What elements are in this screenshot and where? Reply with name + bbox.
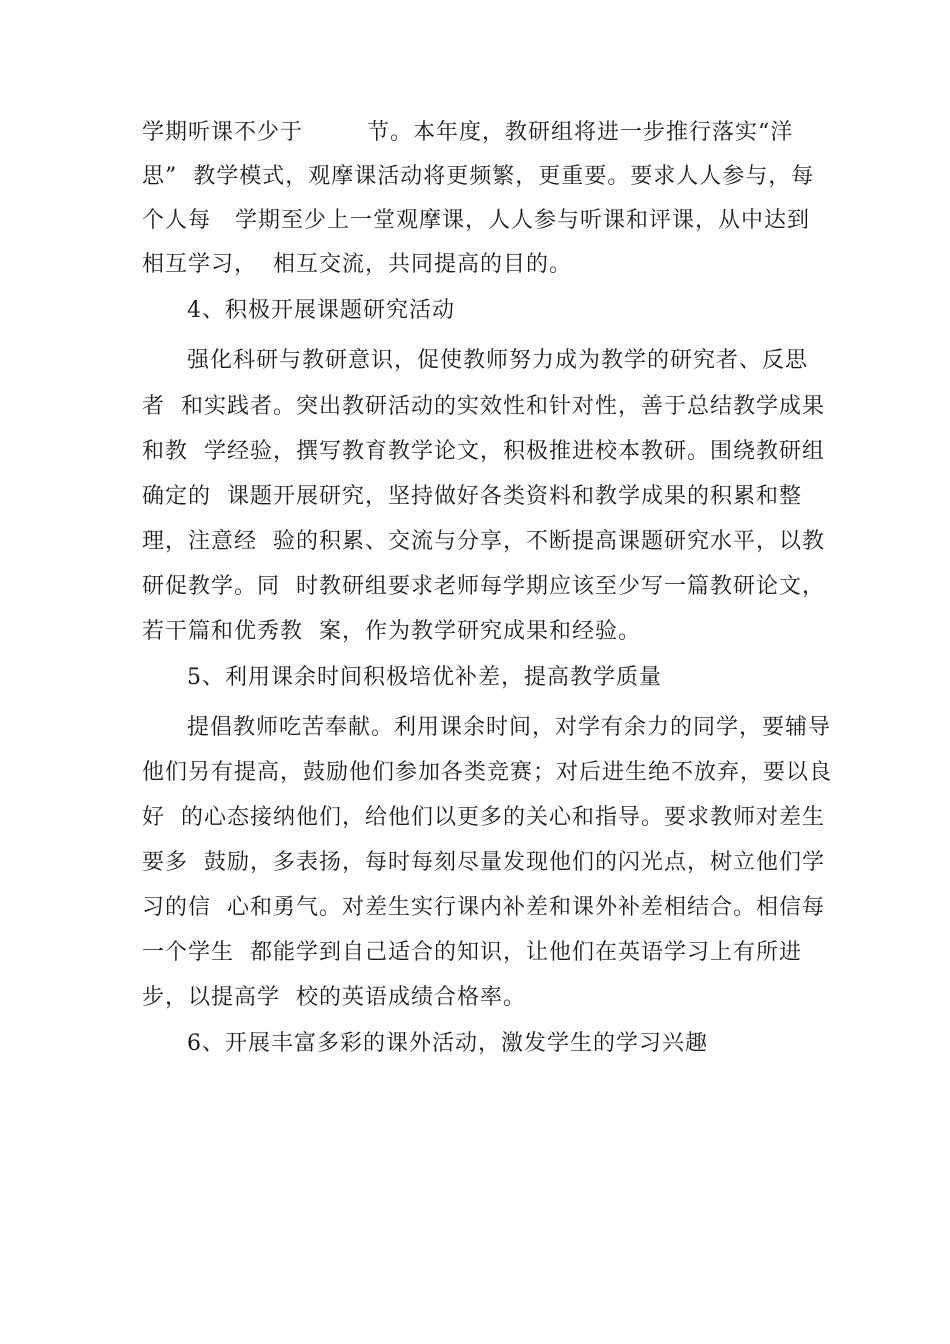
text-line: 要多 鼓励，多表扬，每时每刻尽量发现他们的闪光点，树立他们学 (142, 850, 825, 875)
text-line: 一个学生 都能学到自己适合的知识，让他们在英语学习上有所进 (142, 940, 802, 965)
section-heading: 4、积极开展课题研究活动 (187, 298, 455, 323)
text-line: 者 和实践者。突出教研活动的实效性和针对性，善于总结教学成果 (142, 394, 825, 419)
text-line: 确定的 课题开展研究，坚持做好各类资料和教学成果的积累和整 (142, 484, 802, 509)
text-line: 他们另有提高，鼓励他们参加各类竞赛；对后进生绝不放弃，要以良 (142, 760, 833, 785)
text-line: 和教 学经验，撰写教育教学论文，积极推进校本教研。围绕教研组 (142, 439, 825, 464)
text-line: 强化科研与教研意识，促使教师努力成为教学的研究者、反思 (187, 348, 809, 373)
section-heading: 6、开展丰富多彩的课外活动，激发学生的学习兴趣 (187, 1031, 708, 1056)
text-line: 提倡教师吃苦奉献。利用课余时间，对学有余力的同学，要辅导 (187, 715, 832, 740)
text-line: 步，以提高学 校的英语成绩合格率。 (142, 985, 526, 1010)
text-line: 好 的心态接纳他们，给他们以更多的关心和指导。要求教师对差生 (142, 805, 825, 830)
text-line: 研促教学。同 时教研组要求老师每学期应该至少写一篇教研论文， (142, 574, 825, 599)
text-line: 学期听课不少于 节。本年度，教研组将进一步推行落实“洋 (142, 120, 794, 145)
text-line: 若干篇和优秀教 案，作为教学研究成果和经验。 (142, 619, 641, 644)
text-line: 个人每 学期至少上一堂观摩课，人人参与听课和评课，从中达到 (142, 208, 810, 233)
text-line: 理，注意经 验的积累、交流与分享，不断提高课题研究水平，以教 (142, 529, 825, 554)
text-line: 思” 教学模式，观摩课活动将更频繁，更重要。要求人人参与，每 (142, 164, 815, 189)
section-heading: 5、利用课余时间积极培优补差，提高教学质量 (187, 665, 662, 690)
text-line: 习的信 心和勇气。对差生实行课内补差和课外补差相结合。相信每 (142, 895, 825, 920)
text-line: 相互学习， 相互交流，共同提高的目的。 (142, 252, 572, 277)
